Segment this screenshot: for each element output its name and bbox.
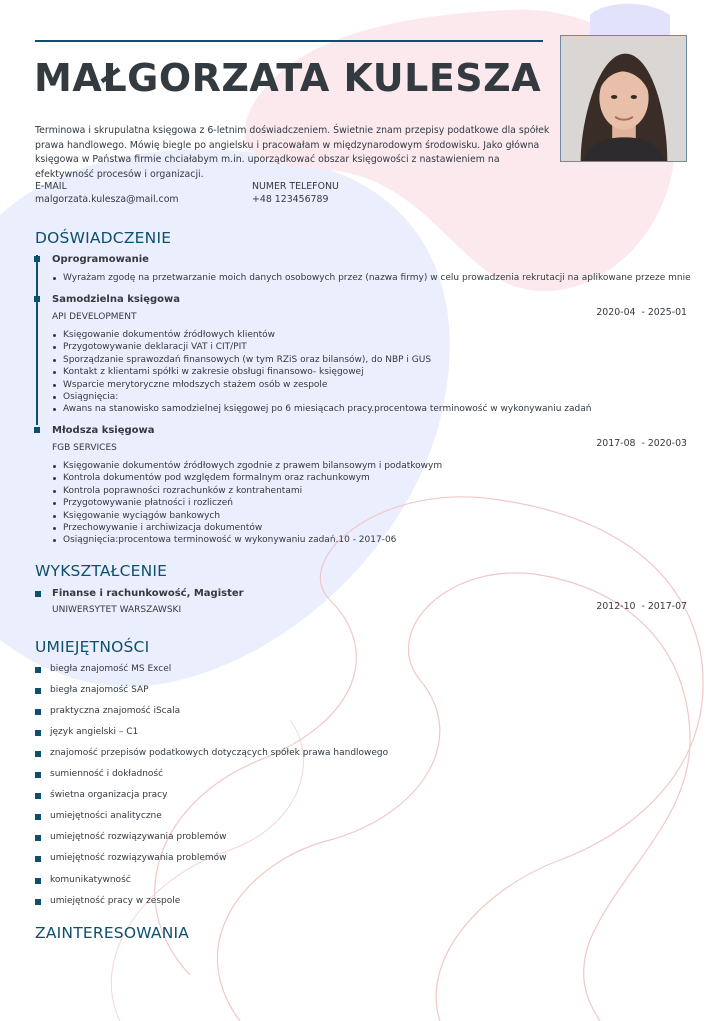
email-value: malgorzata.kulesza@mail.com — [35, 194, 179, 205]
list-item: Księgowanie dokumentów źródłowych klientów — [50, 329, 591, 341]
phone-label: NUMER TELEFONU — [252, 181, 339, 192]
job-title: Samodzielna księgowa — [52, 294, 181, 305]
job-duties — [50, 272, 691, 284]
interests-title: ZAINTERESOWANIA — [35, 924, 190, 942]
experience-title: DOŚWIADCZENIE — [35, 229, 172, 247]
experience-timeline — [36, 255, 38, 425]
skill-marker — [35, 899, 41, 905]
skill-marker — [35, 793, 41, 799]
job-dates: 2020-04 - 2025-01 — [596, 307, 687, 318]
skill-marker — [35, 730, 41, 736]
skill-marker — [35, 814, 41, 820]
phone-value: +48 123456789 — [252, 194, 329, 205]
profile-summary: Terminowa i skrupulatna księgowa z 6-letnim doświadczeniem. Świetnie znam przepisy podatkowe dla spółek prawa handlowego. Mówię biegle po angielsku i pracowałam w międzynarodowym środowisku. Jako główna księgowa w Państwa firmie chciałabym m.in. uporządkować obszar księgowości z nastawieniem na efektywność procesów i organizacji. — [35, 125, 550, 180]
list-item: Wyrażam zgodę na przetwarzanie moich danych osobowych przez (nazwa firmy) w celu prowadzenia rekrutacji na aplikowane przeze mnie — [50, 272, 691, 284]
skill-marker — [35, 878, 41, 884]
skills-title: UMIEJĘTNOŚCI — [35, 638, 150, 656]
skill-marker — [35, 772, 41, 778]
profile-photo — [560, 35, 687, 162]
list-item: Księgowanie wyciągów bankowych — [50, 510, 442, 522]
list-item: Księgowanie dokumentów źródłowych zgodnie z prawem bilansowym i podatkowym — [50, 460, 442, 472]
skill-marker — [35, 856, 41, 862]
list-item: Wsparcie merytoryczne młodszych stażem osób w zespole — [50, 379, 591, 391]
company-name: API DEVELOPMENT — [52, 312, 137, 322]
job-title: Oprogramowanie — [52, 254, 149, 265]
contact-phone — [252, 180, 339, 206]
timeline-marker — [34, 427, 40, 433]
list-item: Kontrola poprawności rozrachunków z kontrahentami — [50, 485, 442, 497]
degree-name: Finanse i rachunkowość, Magister — [52, 588, 244, 599]
resume-page: MAŁGORZATA KULESZA Terminowa i skrupulatna księgowa z 6-letnim doświadczeniem. Świetnie znam przepisy podatkowe dla spółek prawa handlowego. Mówię biegle po angielsku i pracowałam w międzynarodowym środowisku. Jako główna księgowa w Państwa firmie chciałabym m.in. uporządkować obszar księgowości z nastawieniem na efektywność procesów i organizacji. E-MAIL malgorzata.kulesza@mail.com NUMER TELEFONU +48 123456789 DOŚWIADCZENIE Oprogramowanie Wyrażam zgodę na przetwarzanie moich danych osobowych przez (nazwa firmy) w celu prowadzenia rekrutacji na aplikowane przeze mnie Samodzielna księgowa API DEVELOPMENT 2020-04 - 2025-01 Księgowanie dokumentów źródłowych klientów Przygotowywanie deklaracji VAT i CIT/PIT Sporządzanie sprawozdań finansowych (w tym RZiS oraz bilansów), do NBP i GUS Kontakt z klientami spółki w zakresie obsługi finansowo- księgowej Wsparcie merytoryczne młodszych stażem osób w zespole Osiągnięcia: Awans na stanowisko samodzielnej księgowej po 6 miesiącach pracy.procentowa terminowość w wykonywaniu zadań Młodsza księgowa FGB SERVICES 2017-08 - 2020-03 Księgowanie dokumentów źródłowych zgodnie z prawem bilansowym i podatkowym Kontrola dokumentów pod względem formalnym oraz rachunkowym Kontrola poprawności rozrachunków z kontrahentami Przygotowywanie płatności i rozliczeń Księgowanie wyciągów bankowych Przechowywanie i archiwizacja dokumentów Osiągnięcia:procentowa terminowość w wykonywaniu zadań.10 - 2017-06 WYKSZTAŁCENIE Finanse i rachunkowość, Magister UNIWERSYTET WARSZAWSKI 2012-10 - 2017-07 UMIEJĘTNOŚCI biegła znajomość MS Excel biegła znajomość SAP praktyczna znajomość iScala język angielski – C1 znajomość przepisów podatkowych dotyczących spółek prawa handlowego sumienność i dokładność świetna organizacja pracy umiejętności analityczne umiejętność rozwiązywania problemów umiejętność rozwiązywania problemów komunikatywność umiejętność pracy w zespole ZAINTERESOWANIA — [0, 0, 722, 1021]
job-title: Młodsza księgowa — [52, 425, 155, 436]
list-item: Sporządzanie sprawozdań finansowych (w tym RZiS oraz bilansów), do NBP i GUS — [50, 354, 591, 366]
list-item: Przygotowywanie płatności i rozliczeń — [50, 497, 442, 509]
list-item: Przygotowywanie deklaracji VAT i CIT/PIT — [50, 341, 591, 353]
company-name: FGB SERVICES — [52, 443, 117, 453]
candidate-name: MAŁGORZATA KULESZA — [34, 56, 542, 100]
portrait-icon — [561, 36, 686, 161]
contact-email — [35, 180, 179, 206]
education-dates: 2012-10 - 2017-07 — [596, 601, 687, 612]
skill-marker — [35, 709, 41, 715]
school-name: UNIWERSYTET WARSZAWSKI — [52, 605, 182, 615]
email-label: E-MAIL — [35, 181, 67, 192]
list-item: Przechowywanie i archiwizacja dokumentów — [50, 522, 442, 534]
list-item: Kontakt z klientami spółki w zakresie obsługi finansowo- księgowej — [50, 366, 591, 378]
list-item: Osiągnięcia:procentowa terminowość w wykonywaniu zadań.10 - 2017-06 — [50, 534, 442, 546]
top-divider — [35, 40, 543, 42]
list-item: Awans na stanowisko samodzielnej księgowej po 6 miesiącach pracy.procentowa terminowość w wykonywaniu zadań — [50, 403, 591, 415]
education-marker — [35, 591, 41, 597]
skill-marker — [35, 835, 41, 841]
job-duties — [50, 329, 591, 416]
job-dates: 2017-08 - 2020-03 — [596, 438, 687, 449]
timeline-marker — [34, 296, 40, 302]
list-item: Osiągnięcia: — [50, 391, 591, 403]
timeline-marker — [34, 256, 40, 262]
job-duties — [50, 460, 442, 547]
skill-marker — [35, 751, 41, 757]
skill-marker — [35, 667, 41, 673]
education-title: WYKSZTAŁCENIE — [35, 562, 168, 580]
skill-marker — [35, 688, 41, 694]
list-item: Kontrola dokumentów pod względem formalnym oraz rachunkowym — [50, 472, 442, 484]
